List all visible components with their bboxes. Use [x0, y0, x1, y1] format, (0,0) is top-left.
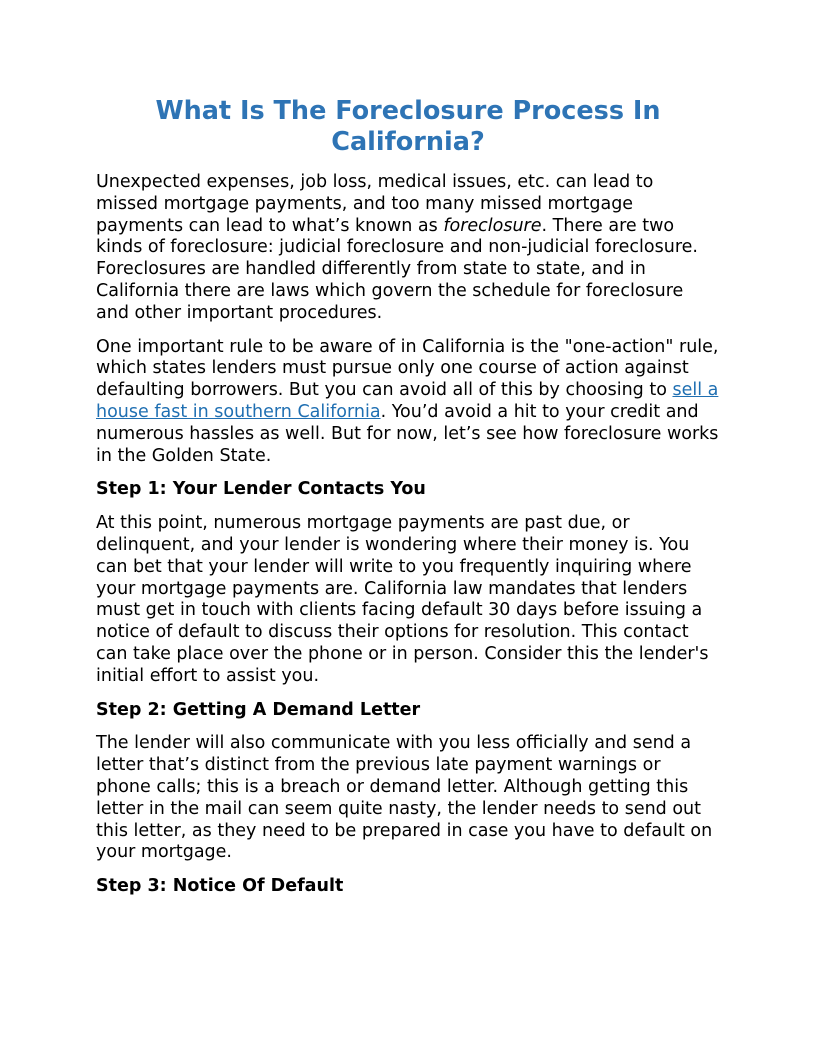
step-2-heading: Step 2: Getting A Demand Letter: [96, 699, 421, 720]
one-action-text-start: One important rule to be aware of in California is the "one-action" rule, which states lenders must pursue only one course of action against defaulting borrowers. But you can avoid all of this by choosing to: [96, 336, 719, 401]
intro-italic-term: foreclosure: [443, 215, 542, 236]
document-page: [96, 96, 720, 910]
intro-text-start: Unexpected expenses, job loss, medical issues, etc. can lead to missed mortgage payments, and too many missed mortgage payments can lead to what’s known as: [96, 172, 654, 236]
intro-text-end: . There are two kinds of foreclosure: judicial foreclosure and non-judicial foreclosure. Foreclosures are handled differently from state to state, and in California there are laws which govern the schedule for foreclosure and other important procedures.: [96, 215, 698, 323]
sell-house-link[interactable]: sell a house fast in southern California: [96, 380, 719, 422]
page-title: What Is The Foreclosure Process In California?: [155, 96, 661, 157]
step-1-heading: Step 1: Your Lender Contacts You: [96, 479, 426, 500]
one-action-paragraph: [96, 337, 720, 468]
step-1-body: At this point, numerous mortgage payments are past due, or delinquent, and your lender is wondering where their money is. You can bet that your lender will write to you frequently inquiring where your mortgage payments are. California law mandates that lenders must get in touch with clients facing default 30 days before issuing a notice of default to discuss their options for resolution. This contact can take place over the phone or in person. Consider this the lender's initial effort to assist you.: [96, 513, 709, 686]
step-2-body: The lender will also communicate with you less officially and send a letter that’s distinct from the previous late payment warnings or phone calls; this is a breach or demand letter. Although getting this letter in the mail can seem quite nasty, the lender needs to send out this letter, as they need to be prepared in case you have to default on your mortgage.: [96, 733, 713, 863]
step-3-heading: Step 3: Notice Of Default: [96, 876, 344, 897]
intro-paragraph: [96, 172, 720, 325]
one-action-text-end: . You’d avoid a hit to your credit and numerous hassles as well. But for now, let’s see how foreclosure works in the Golden State.: [96, 401, 719, 466]
